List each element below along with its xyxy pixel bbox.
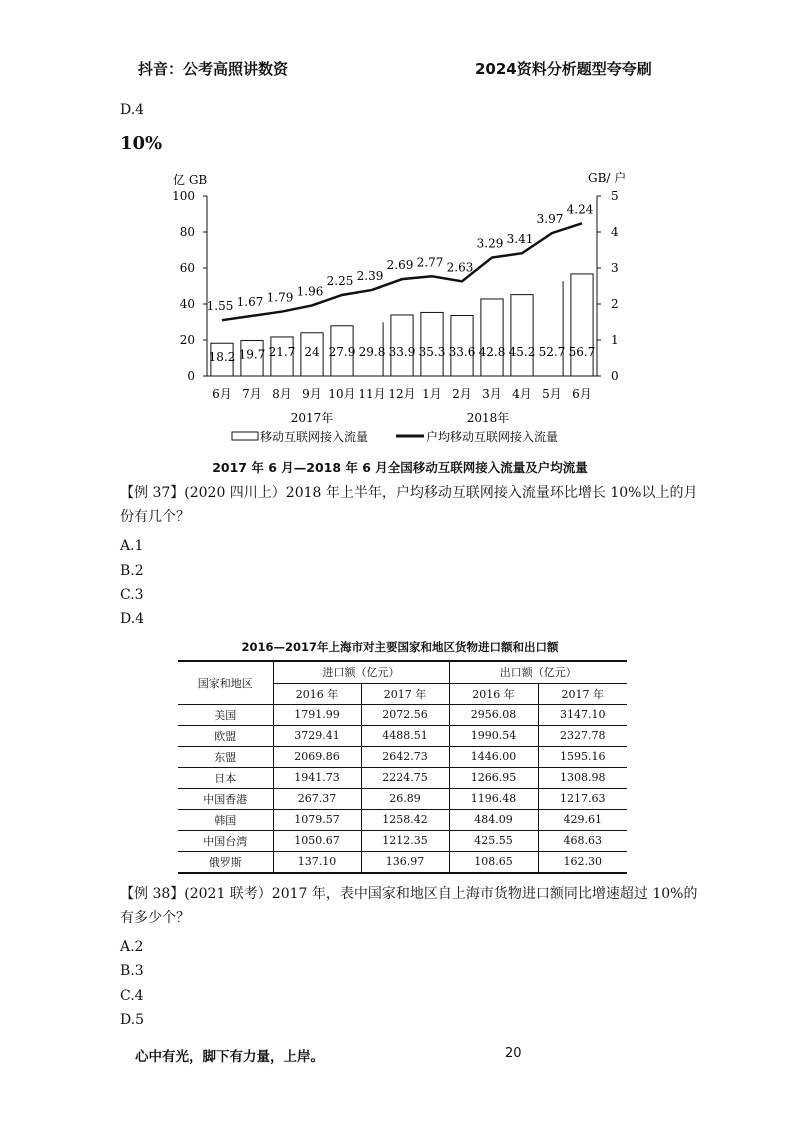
page-number: 20 [505, 1046, 522, 1061]
value-cell: 162.30 [563, 855, 602, 868]
value-cell: 3729.41 [273, 725, 361, 746]
month-tick-label: 6月 [212, 387, 232, 401]
footer-motto: 心中有光，脚下有力量，上岸。 [135, 1049, 324, 1065]
month-tick-label: 2月 [452, 387, 472, 401]
value-cell: 1217.63 [560, 792, 606, 805]
region-cell: 俄罗斯 [178, 851, 273, 873]
left-axis-unit: 亿 GB [173, 173, 208, 187]
header-right: 2024资料分析题型夸夸刷 [475, 60, 652, 78]
table-row [178, 809, 627, 830]
q37-option-a[interactable]: A.1 [120, 538, 144, 554]
value-cell: 1079.57 [273, 809, 361, 830]
right-tick-label: 0 [611, 369, 619, 383]
left-tick-label: 20 [179, 333, 195, 347]
value-cell: 1446.00 [449, 746, 538, 767]
table-row [178, 746, 627, 767]
value-cell: 1050.67 [273, 830, 361, 851]
left-tick-label: 80 [179, 225, 195, 239]
bar [571, 274, 593, 376]
value-cell: 1791.99 [273, 704, 361, 725]
export-group-header: 出口额（亿元） [449, 661, 627, 683]
value-cell: 1941.73 [273, 767, 361, 788]
bar-value-label: 19.7 [238, 347, 266, 362]
value-cell: 1595.16 [560, 750, 606, 763]
header-left: 抖音：公考高照讲数资 [138, 60, 289, 78]
value-cell: 4488.51 [361, 725, 449, 746]
table-row [178, 725, 627, 746]
table-row [178, 851, 627, 873]
q37-option-b[interactable]: B.2 [120, 563, 144, 579]
bar-value-label: 27.9 [328, 345, 356, 359]
right-tick-label: 5 [611, 189, 619, 203]
region-cell: 欧盟 [178, 725, 273, 746]
value-cell: 2072.56 [361, 704, 449, 725]
region-cell: 日本 [178, 767, 273, 788]
bar-value-label: 29.8 [358, 345, 386, 359]
month-tick-label: 10月 [328, 387, 356, 401]
chart-caption: 2017 年 6 月—2018 年 6 月全国移动互联网接入流量及户均流量 [212, 460, 588, 475]
value-cell: 1196.48 [449, 788, 538, 809]
table-title: 2016—2017年上海市对主要国家和地区货物进口额和出口额 [241, 640, 559, 654]
value-cell: 425.55 [449, 830, 538, 851]
prev-option: D.4 [120, 102, 145, 118]
value-cell: 136.97 [361, 851, 449, 873]
month-tick-label: 1月 [422, 387, 442, 401]
line-value-label: 2.69 [386, 258, 414, 273]
col-region-header: 国家和地区 [178, 661, 273, 704]
line-value-label: 2.39 [356, 268, 384, 283]
q37-option-c[interactable]: C.3 [120, 587, 144, 603]
line-value-label: 4.24 [566, 202, 594, 217]
region-cell: 中国香港 [178, 788, 273, 809]
year-label: 2017年 [290, 411, 334, 425]
month-tick-label: 5月 [542, 387, 562, 401]
line-value-label: 1.55 [206, 299, 234, 314]
q38-option-c[interactable]: C.4 [120, 988, 144, 1004]
month-tick-label: 7月 [242, 387, 262, 401]
question-38-line1: 【例 38】(2021 联考）2017 年，表中国家和地区自上海市货物进口额同比增速超过 10%的 [120, 886, 698, 902]
value-cell: 26.89 [361, 788, 449, 809]
region-cell: 东盟 [178, 746, 273, 767]
bar-value-label: 33.9 [388, 345, 416, 359]
value-cell: 1308.98 [560, 771, 606, 784]
value-cell: 3147.10 [560, 708, 606, 721]
month-tick-label: 4月 [512, 387, 532, 401]
value-cell: 2642.73 [361, 746, 449, 767]
left-tick-label: 100 [172, 189, 195, 203]
line-value-label: 2.63 [446, 260, 474, 275]
value-cell: 484.09 [449, 809, 538, 830]
table-row [178, 788, 627, 809]
line-value-label: 3.41 [506, 232, 534, 247]
traffic-chart [0, 160, 800, 460]
month-tick-label: 12月 [388, 387, 416, 401]
bar-value-label: 45.2 [508, 345, 536, 359]
value-cell: 1266.95 [449, 767, 538, 788]
bar [511, 295, 533, 376]
question-37-line1: 【例 37】(2020 四川上）2018 年上半年，户均移动互联网接入流量环比增长 10%以上的月 [120, 485, 698, 501]
region-cell: 美国 [178, 704, 273, 725]
value-cell: 2956.08 [449, 704, 538, 725]
question-37-line2: 份有几个？ [120, 509, 190, 525]
value-cell: 108.65 [449, 851, 538, 873]
right-tick-label: 4 [611, 225, 619, 239]
line-value-label: 1.79 [266, 290, 294, 305]
right-axis-unit: GB/ 户 [588, 171, 627, 185]
table-row [178, 767, 627, 788]
year-header: 2017 年 [561, 687, 604, 701]
value-cell: 1258.42 [361, 809, 449, 830]
left-tick-label: 0 [187, 369, 195, 383]
value-cell: 1990.54 [449, 725, 538, 746]
q37-option-d[interactable]: D.4 [120, 611, 145, 627]
bar-value-label: 33.6 [448, 345, 476, 359]
import-group-header: 进口额（亿元） [273, 661, 449, 683]
left-tick-label: 60 [179, 261, 195, 275]
year-header: 2016 年 [273, 683, 361, 704]
legend-bar-swatch [232, 432, 258, 440]
value-cell: 429.61 [563, 813, 602, 826]
value-cell: 267.37 [273, 788, 361, 809]
right-tick-label: 3 [611, 261, 619, 275]
left-tick-label: 40 [179, 297, 195, 311]
value-cell: 1212.35 [361, 830, 449, 851]
region-cell: 韩国 [178, 809, 273, 830]
section-title: 10% [120, 133, 163, 154]
line-value-label: 1.67 [236, 294, 264, 309]
year-header: 2017 年 [361, 683, 449, 704]
month-tick-label: 11月 [358, 387, 386, 401]
line-value-label: 3.29 [476, 236, 504, 251]
region-cell: 中国台湾 [178, 830, 273, 851]
year-header: 2016 年 [449, 683, 538, 704]
line-value-label: 2.25 [326, 274, 354, 288]
question-38 [120, 884, 720, 928]
value-cell: 2224.75 [361, 767, 449, 788]
bar-value-label: 35.3 [418, 345, 446, 359]
bar-value-label: 18.2 [208, 350, 236, 364]
line-value-label: 3.97 [536, 212, 564, 227]
year-label: 2018年 [466, 411, 510, 425]
trade-table [178, 660, 627, 874]
bar-value-label: 21.7 [268, 345, 296, 359]
right-tick-label: 1 [611, 333, 619, 347]
right-tick-label: 2 [611, 297, 619, 311]
bar [481, 299, 503, 376]
legend-line-label: 户均移动互联网接入流量 [426, 430, 559, 444]
bar-value-label: 24 [304, 345, 320, 359]
month-tick-label: 8月 [272, 387, 292, 401]
line-value-label: 2.77 [416, 255, 444, 270]
bar-value-label: 42.8 [478, 345, 506, 359]
month-tick-label: 6月 [572, 387, 592, 401]
line-value-label: 1.96 [296, 284, 324, 299]
value-cell: 2069.86 [273, 746, 361, 767]
month-tick-label: 3月 [482, 387, 502, 401]
question-38-line2: 有多少个？ [120, 910, 190, 926]
bar-value-label: 56.7 [568, 345, 596, 359]
value-cell: 468.63 [563, 834, 602, 847]
q38-option-a[interactable]: A.2 [120, 939, 144, 955]
legend-bar-label: 移动互联网接入流量 [260, 430, 369, 444]
month-tick-label: 9月 [302, 387, 322, 401]
q38-option-d[interactable]: D.5 [120, 1012, 145, 1028]
table-row [178, 830, 627, 851]
q38-option-b[interactable]: B.3 [120, 963, 144, 979]
bar-value-label: 52.7 [538, 345, 566, 359]
value-cell: 137.10 [273, 851, 361, 873]
value-cell: 2327.78 [560, 729, 606, 742]
table-row [178, 704, 627, 725]
question-37 [120, 483, 720, 527]
